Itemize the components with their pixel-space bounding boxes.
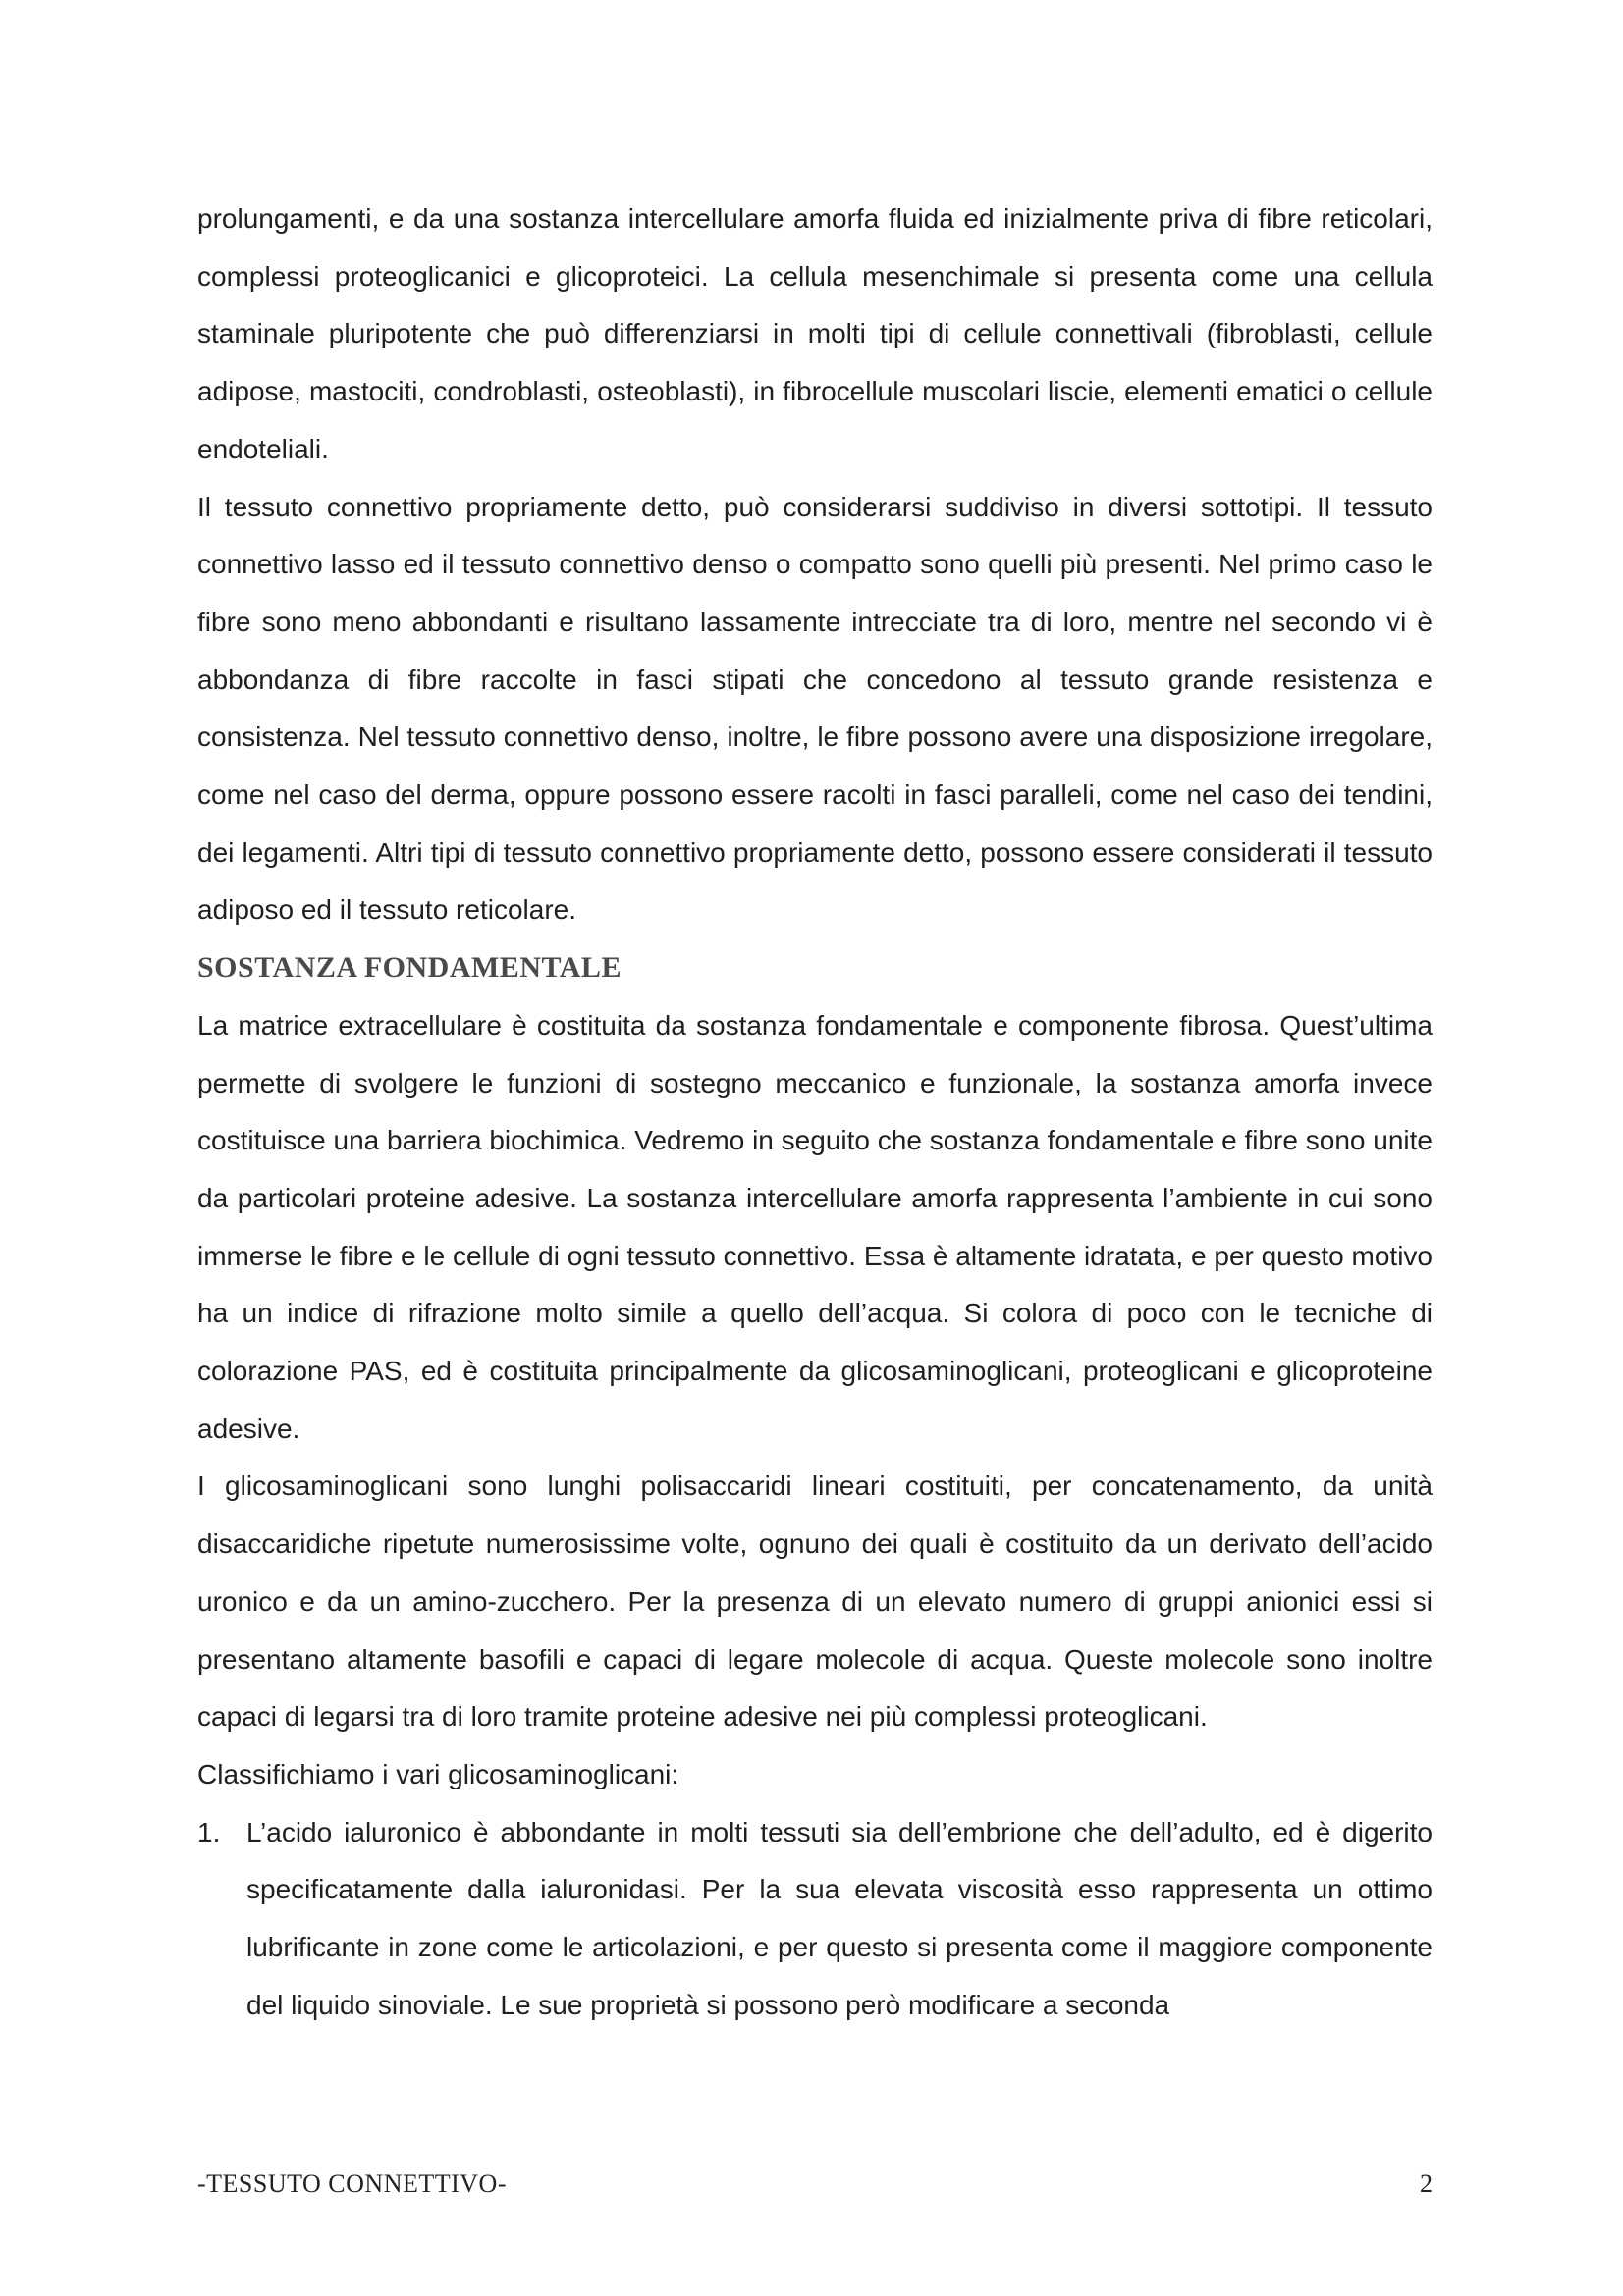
list-item-text: L’acido ialuronico è abbondante in molti tessuti sia dell’embrione che dell’adulto, ed è digerito specificatamente dalla ialuronidasi. Per la sua elevata viscosità esso rappresenta un ottimo lubrificante in zone come le articolazioni, e per questo si presenta come il maggiore componente del liquido sinoviale. Le sue proprietà si possono però modificare a seconda <box>246 1816 1433 2020</box>
paragraph-connective-subtypes: Il tessuto connettivo propriamente detto, può considerarsi suddiviso in diversi sottotipi. Il tessuto connettivo lasso ed il tessuto connettivo denso o compatto sono quelli più presenti. Nel primo caso le fibre sono meno abbondanti e risultano lassamente intrecciate tra di loro, mentre nel secondo vi è abbondanza di fibre raccolte in fasci stipati che concedono al tessuto grande resistenza e consistenza. Nel tessuto connettivo denso, inoltre, le fibre possono avere una disposizione irregolare, come nel caso del derma, oppure possono essere racolti in fasci paralleli, come nel caso dei tendini, dei legamenti. Altri tipi di tessuto connettivo propriamente detto, possono essere considerati il tessuto adiposo ed il tessuto reticolare. <box>197 491 1433 926</box>
paragraph-glycosaminoglycans: I glicosaminoglicani sono lunghi polisaccaridi lineari costituiti, per concatenamento, da unità disaccaridiche ripetute numerosissime volte, ognuno dei quali è costituito da un derivato dell’acido uronico e da un amino-zucchero. Per la presenza di un elevato numero di gruppi anionici essi si presentano altamente basofili e capaci di legare molecole di acqua. Queste molecole sono inoltre capaci di legarsi tra di loro tramite proteine adesive nei più complessi proteoglicani. <box>197 1470 1433 1733</box>
page-footer <box>197 2169 1433 2209</box>
glycosaminoglycan-list <box>197 1804 1433 2035</box>
page-number: 2 <box>1420 2169 1433 2198</box>
paragraph-mesenchyme: prolungamenti, e da una sostanza intercellulare amorfa fluida ed inizialmente priva di fibre reticolari, complessi proteoglicanici e glicoproteici. La cellula mesenchimale si presenta come una cellula staminale pluripotente che può differenziarsi in molti tipi di cellule connettivali (fibroblasti, cellule adipose, mastociti, condroblasti, osteoblasti), in fibrocellule muscolari liscie, elementi ematici o cellule endoteliali. <box>197 203 1433 464</box>
list-item-number: 1. <box>197 1816 221 1847</box>
page-body <box>197 190 1433 2035</box>
footer-title: -TESSUTO CONNETTIVO- <box>197 2169 507 2198</box>
paragraph-classification-intro: Classifichiamo i vari glicosaminoglicani: <box>197 1758 679 1789</box>
section-heading: SOSTANZA FONDAMENTALE <box>197 951 622 985</box>
paragraph-extracellular-matrix: La matrice extracellulare è costituita da sostanza fondamentale e componente fibrosa. Quest’ultima permette di svolgere le funzioni di sostegno meccanico e funzionale, la sostanza amorfa invece costituisce una barriera biochimica. Vedremo in seguito che sostanza fondamentale e fibre sono unite da particolari proteine adesive. La sostanza intercellulare amorfa rappresenta l’ambiente in cui sono immerse le fibre e le cellule di ogni tessuto connettivo. Essa è altamente idratata, e per questo motivo ha un indice di rifrazione molto simile a quello dell’acqua. Si colora di poco con le tecniche di colorazione PAS, ed è costituita principalmente da glicosaminoglicani, proteoglicani e glicoproteine adesive. <box>197 1009 1433 1444</box>
list-item <box>197 1804 1433 2035</box>
